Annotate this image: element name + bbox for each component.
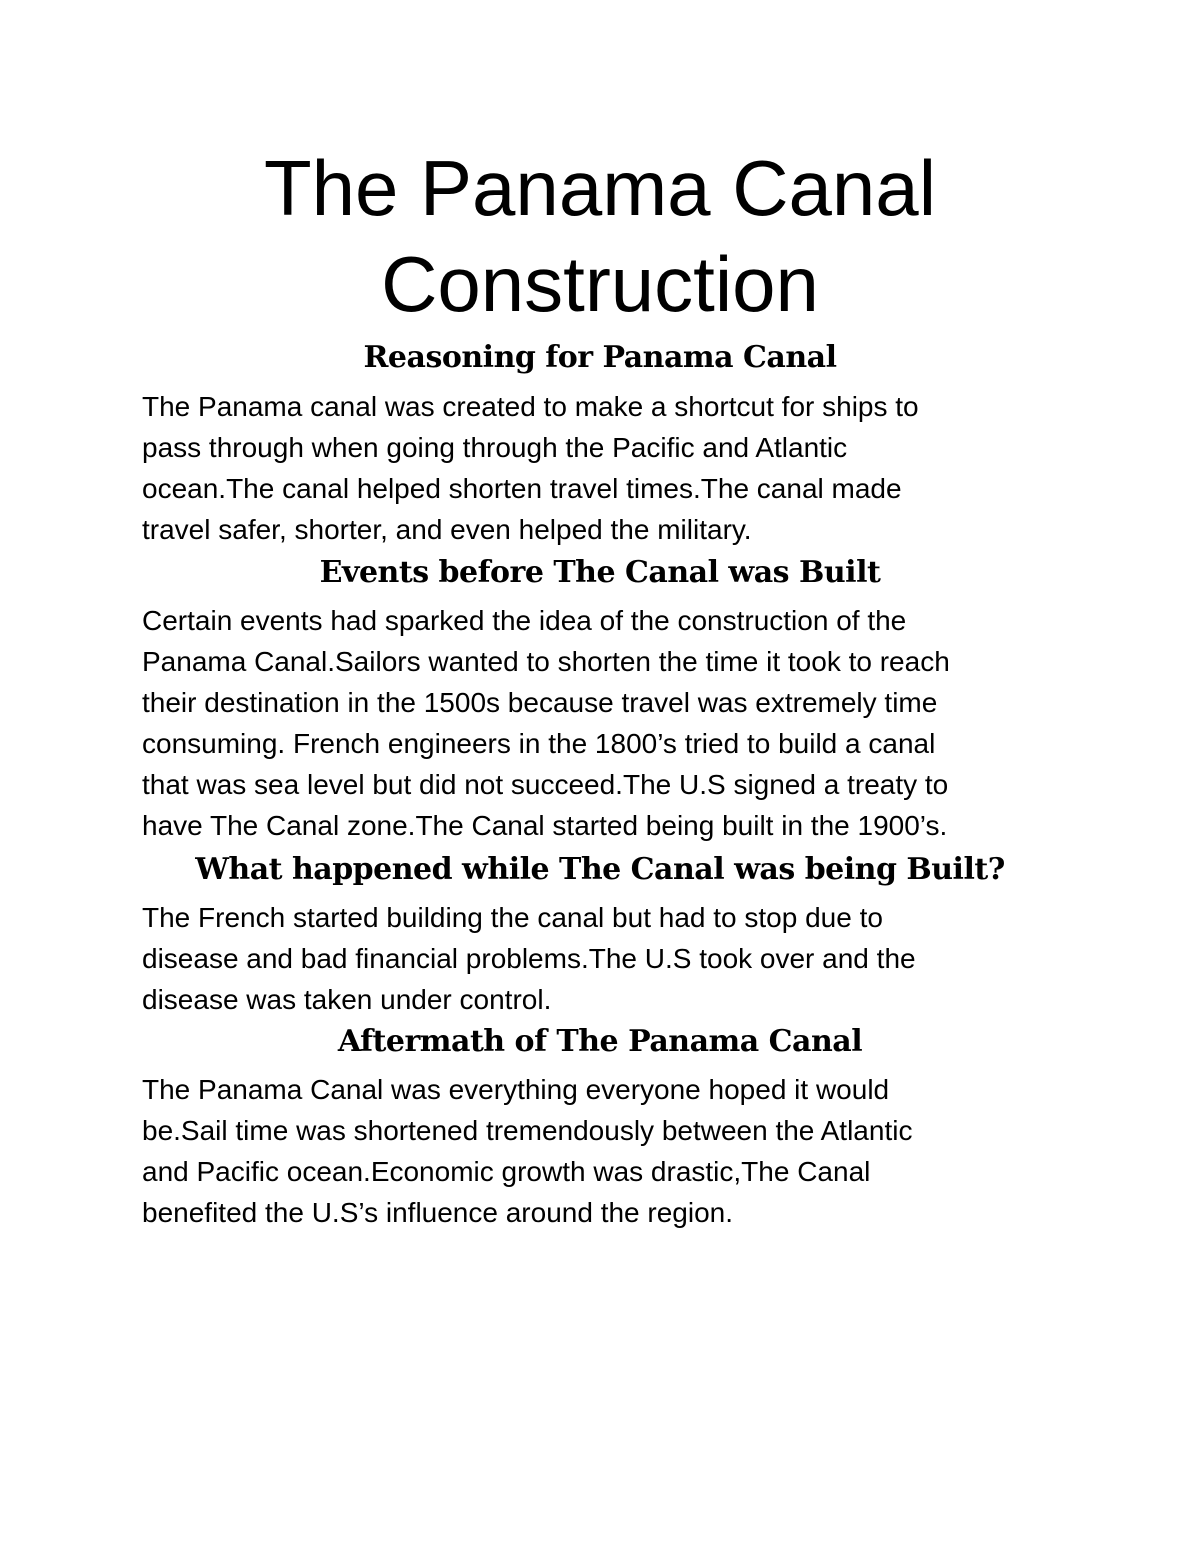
section-heading-reasoning: Reasoning for Panama Canal xyxy=(363,340,837,375)
section-paragraph-aftermath xyxy=(142,1069,1072,1233)
paragraph-line: benefited the U.S’s influence around the region. xyxy=(142,1197,734,1228)
paragraph-line: Certain events had sparked the idea of the construction of the xyxy=(142,605,907,636)
section-paragraph-while-built xyxy=(142,897,1072,1020)
paragraph-line: The Panama Canal was everything everyone hoped it would xyxy=(142,1074,890,1105)
paragraph-line: be.Sail time was shortened tremendously between the Atlantic xyxy=(142,1115,913,1146)
paragraph-line: that was sea level but did not succeed.The U.S signed a treaty to xyxy=(142,769,949,800)
section-paragraph-events-before xyxy=(142,600,1072,846)
paragraph-line: Panama Canal.Sailors wanted to shorten the time it took to reach xyxy=(142,646,950,677)
section-paragraph-reasoning xyxy=(142,386,1072,550)
paragraph-line: travel safer, shorter, and even helped the military. xyxy=(142,514,752,545)
paragraph-line: their destination in the 1500s because travel was extremely time xyxy=(142,687,938,718)
document-title-line-2: Construction xyxy=(381,240,819,328)
paragraph-line: disease and bad financial problems.The U.S took over and the xyxy=(142,943,916,974)
section-heading-events-before: Events before The Canal was Built xyxy=(319,555,881,590)
document-title-line-1: The Panama Canal xyxy=(263,144,937,232)
paragraph-line: have The Canal zone.The Canal started being built in the 1900’s. xyxy=(142,810,948,841)
paragraph-line: disease was taken under control. xyxy=(142,984,552,1015)
section-heading-aftermath: Aftermath of The Panama Canal xyxy=(337,1024,863,1059)
paragraph-line: The Panama canal was created to make a shortcut for ships to xyxy=(142,391,919,422)
paragraph-line: ocean.The canal helped shorten travel times.The canal made xyxy=(142,473,902,504)
paragraph-line: and Pacific ocean.Economic growth was drastic,The Canal xyxy=(142,1156,871,1187)
section-heading-while-built: What happened while The Canal was being Built? xyxy=(195,852,1005,887)
paragraph-line: pass through when going through the Pacific and Atlantic xyxy=(142,432,848,463)
paragraph-line: The French started building the canal but had to stop due to xyxy=(142,902,883,933)
paragraph-line: consuming. French engineers in the 1800’s tried to build a canal xyxy=(142,728,936,759)
